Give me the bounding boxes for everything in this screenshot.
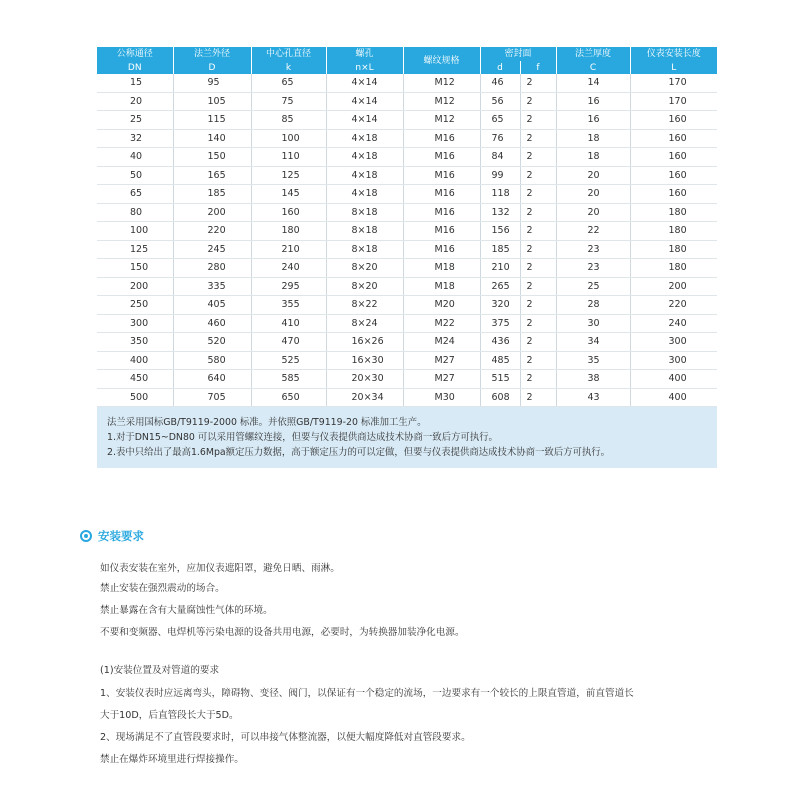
cell-seal-d: 485 xyxy=(480,351,520,370)
requirement-line: 禁止在爆炸环境里进行焊接操作。 xyxy=(100,754,244,765)
header-symbol-l: L xyxy=(630,61,717,74)
cell-install-length: 180 xyxy=(630,259,717,278)
cell-seal-d: 515 xyxy=(480,370,520,389)
cell-dn: 400 xyxy=(97,351,173,370)
cell-dn: 200 xyxy=(97,277,173,296)
cell-install-length: 180 xyxy=(630,222,717,241)
requirement-line: 禁止安装在强烈震动的场合。 xyxy=(100,583,225,594)
cell-thread-spec: M12 xyxy=(403,74,480,92)
cell-flange-thickness: 34 xyxy=(556,333,630,352)
cell-outer-diameter: 95 xyxy=(173,74,251,92)
cell-seal-d: 99 xyxy=(480,166,520,185)
cell-install-length: 400 xyxy=(630,370,717,389)
cell-dn: 250 xyxy=(97,296,173,315)
cell-seal-d: 156 xyxy=(480,222,520,241)
spec-table-container xyxy=(97,47,717,468)
cell-flange-thickness: 43 xyxy=(556,388,630,407)
cell-seal-d: 210 xyxy=(480,259,520,278)
cell-outer-diameter: 150 xyxy=(173,148,251,167)
cell-bolt-holes: 4×14 xyxy=(326,74,403,92)
cell-thread-spec: M16 xyxy=(403,148,480,167)
cell-center-hole: 355 xyxy=(251,296,326,315)
cell-center-hole: 470 xyxy=(251,333,326,352)
cell-flange-thickness: 23 xyxy=(556,259,630,278)
cell-center-hole: 65 xyxy=(251,74,326,92)
cell-flange-thickness: 30 xyxy=(556,314,630,333)
cell-flange-thickness: 20 xyxy=(556,203,630,222)
cell-install-length: 160 xyxy=(630,129,717,148)
header-sealing-face: 密封面 xyxy=(480,47,556,61)
table-row xyxy=(97,370,717,389)
cell-seal-f: 2 xyxy=(520,222,556,241)
table-row xyxy=(97,74,717,92)
cell-thread-spec: M16 xyxy=(403,203,480,222)
header-flange-thickness: 法兰厚度 xyxy=(556,47,630,61)
cell-seal-d: 56 xyxy=(480,92,520,111)
cell-thread-spec: M22 xyxy=(403,314,480,333)
requirement-line: 不要和变频器、电焊机等污染电源的设备共用电源，必要时，为转换器加装净化电源。 xyxy=(100,627,465,638)
cell-dn: 40 xyxy=(97,148,173,167)
section-heading xyxy=(80,527,730,545)
cell-thread-spec: M18 xyxy=(403,277,480,296)
table-row xyxy=(97,240,717,259)
cell-seal-f: 2 xyxy=(520,203,556,222)
cell-flange-thickness: 20 xyxy=(556,166,630,185)
cell-dn: 32 xyxy=(97,129,173,148)
cell-outer-diameter: 245 xyxy=(173,240,251,259)
header-symbol-d: D xyxy=(173,61,251,74)
header-center-hole: 中心孔直径 xyxy=(251,47,326,61)
table-row xyxy=(97,129,717,148)
cell-seal-d: 76 xyxy=(480,129,520,148)
cell-bolt-holes: 8×20 xyxy=(326,277,403,296)
cell-dn: 25 xyxy=(97,111,173,130)
installation-requirements-section xyxy=(80,527,730,765)
cell-outer-diameter: 705 xyxy=(173,388,251,407)
cell-seal-d: 375 xyxy=(480,314,520,333)
cell-thread-spec: M12 xyxy=(403,92,480,111)
table-row xyxy=(97,185,717,204)
cell-dn: 20 xyxy=(97,92,173,111)
cell-thread-spec: M16 xyxy=(403,240,480,259)
header-symbol-c: C xyxy=(556,61,630,74)
cell-flange-thickness: 18 xyxy=(556,129,630,148)
cell-flange-thickness: 20 xyxy=(556,185,630,204)
cell-flange-thickness: 23 xyxy=(556,240,630,259)
cell-center-hole: 75 xyxy=(251,92,326,111)
cell-seal-f: 2 xyxy=(520,148,556,167)
header-symbol-seal-f: f xyxy=(520,61,556,74)
cell-outer-diameter: 280 xyxy=(173,259,251,278)
cell-center-hole: 125 xyxy=(251,166,326,185)
header-symbol-seal-d: d xyxy=(480,61,520,74)
cell-center-hole: 240 xyxy=(251,259,326,278)
cell-install-length: 160 xyxy=(630,166,717,185)
cell-center-hole: 100 xyxy=(251,129,326,148)
cell-thread-spec: M16 xyxy=(403,166,480,185)
cell-seal-d: 320 xyxy=(480,296,520,315)
cell-seal-f: 2 xyxy=(520,92,556,111)
table-row xyxy=(97,92,717,111)
cell-bolt-holes: 4×18 xyxy=(326,148,403,167)
cell-bolt-holes: 8×24 xyxy=(326,314,403,333)
cell-center-hole: 410 xyxy=(251,314,326,333)
cell-thread-spec: M16 xyxy=(403,222,480,241)
cell-bolt-holes: 4×14 xyxy=(326,111,403,130)
spec-table-body xyxy=(97,74,717,407)
cell-seal-f: 2 xyxy=(520,351,556,370)
requirement-line: 如仪表安装在室外，应加仪表遮阳罩，避免日晒、雨淋。 xyxy=(100,563,340,574)
cell-center-hole: 525 xyxy=(251,351,326,370)
cell-outer-diameter: 220 xyxy=(173,222,251,241)
cell-outer-diameter: 105 xyxy=(173,92,251,111)
cell-seal-f: 2 xyxy=(520,333,556,352)
table-row xyxy=(97,333,717,352)
cell-center-hole: 180 xyxy=(251,222,326,241)
cell-outer-diameter: 165 xyxy=(173,166,251,185)
cell-install-length: 160 xyxy=(630,111,717,130)
cell-flange-thickness: 16 xyxy=(556,92,630,111)
note-line: 2.表中只给出了最高1.6Mpa额定压力数据，高于额定压力的可以定做，但要与仪表提供商达成技术协商一致后方可执行。 xyxy=(107,447,611,458)
cell-install-length: 180 xyxy=(630,240,717,259)
cell-outer-diameter: 405 xyxy=(173,296,251,315)
cell-seal-f: 2 xyxy=(520,296,556,315)
cell-flange-thickness: 22 xyxy=(556,222,630,241)
cell-thread-spec: M24 xyxy=(403,333,480,352)
cell-seal-f: 2 xyxy=(520,74,556,92)
table-row xyxy=(97,203,717,222)
cell-dn: 100 xyxy=(97,222,173,241)
cell-install-length: 170 xyxy=(630,92,717,111)
cell-flange-thickness: 14 xyxy=(556,74,630,92)
table-row xyxy=(97,111,717,130)
cell-bolt-holes: 8×18 xyxy=(326,203,403,222)
cell-dn: 65 xyxy=(97,185,173,204)
table-row xyxy=(97,166,717,185)
cell-dn: 80 xyxy=(97,203,173,222)
cell-seal-d: 436 xyxy=(480,333,520,352)
cell-dn: 125 xyxy=(97,240,173,259)
table-row xyxy=(97,351,717,370)
cell-outer-diameter: 520 xyxy=(173,333,251,352)
cell-dn: 500 xyxy=(97,388,173,407)
cell-seal-d: 265 xyxy=(480,277,520,296)
header-thread-spec: 螺纹规格 xyxy=(403,47,480,74)
cell-seal-f: 2 xyxy=(520,166,556,185)
cell-dn: 15 xyxy=(97,74,173,92)
requirement-line: 1、安装仪表时应远离弯头，障碍物、变径、阀门，以保证有一个稳定的流场，一边要求有一个较长的上限直管道，前直管道长 xyxy=(100,688,634,699)
cell-outer-diameter: 335 xyxy=(173,277,251,296)
cell-install-length: 160 xyxy=(630,148,717,167)
cell-bolt-holes: 8×20 xyxy=(326,259,403,278)
cell-bolt-holes: 4×14 xyxy=(326,92,403,111)
cell-seal-d: 608 xyxy=(480,388,520,407)
cell-seal-d: 84 xyxy=(480,148,520,167)
cell-seal-d: 46 xyxy=(480,74,520,92)
cell-seal-f: 2 xyxy=(520,240,556,259)
cell-bolt-holes: 4×18 xyxy=(326,185,403,204)
cell-bolt-holes: 16×26 xyxy=(326,333,403,352)
subsection-heading: (1)安装位置及对管道的要求 xyxy=(100,665,220,676)
table-row xyxy=(97,259,717,278)
cell-bolt-holes: 4×18 xyxy=(326,166,403,185)
cell-bolt-holes: 20×30 xyxy=(326,370,403,389)
cell-outer-diameter: 200 xyxy=(173,203,251,222)
requirement-line: 大于10D，后直管段长大于5D。 xyxy=(100,710,239,721)
cell-outer-diameter: 580 xyxy=(173,351,251,370)
requirement-line: 禁止暴露在含有大量腐蚀性气体的环境。 xyxy=(100,605,273,616)
cell-seal-f: 2 xyxy=(520,370,556,389)
cell-install-length: 300 xyxy=(630,351,717,370)
cell-bolt-holes: 8×22 xyxy=(326,296,403,315)
cell-center-hole: 210 xyxy=(251,240,326,259)
cell-bolt-holes: 4×18 xyxy=(326,129,403,148)
cell-bolt-holes: 20×34 xyxy=(326,388,403,407)
table-row xyxy=(97,296,717,315)
cell-center-hole: 85 xyxy=(251,111,326,130)
cell-install-length: 200 xyxy=(630,277,717,296)
cell-center-hole: 295 xyxy=(251,277,326,296)
header-symbol-nl: n×L xyxy=(326,61,403,74)
cell-dn: 150 xyxy=(97,259,173,278)
cell-dn: 300 xyxy=(97,314,173,333)
cell-center-hole: 145 xyxy=(251,185,326,204)
cell-bolt-holes: 8×18 xyxy=(326,240,403,259)
table-row xyxy=(97,277,717,296)
header-outer-diameter: 法兰外径 xyxy=(173,47,251,61)
cell-thread-spec: M16 xyxy=(403,185,480,204)
cell-seal-f: 2 xyxy=(520,388,556,407)
cell-outer-diameter: 185 xyxy=(173,185,251,204)
cell-outer-diameter: 140 xyxy=(173,129,251,148)
cell-thread-spec: M12 xyxy=(403,111,480,130)
cell-flange-thickness: 35 xyxy=(556,351,630,370)
cell-flange-thickness: 25 xyxy=(556,277,630,296)
cell-install-length: 300 xyxy=(630,333,717,352)
cell-center-hole: 110 xyxy=(251,148,326,167)
cell-flange-thickness: 18 xyxy=(556,148,630,167)
cell-install-length: 160 xyxy=(630,185,717,204)
table-row xyxy=(97,314,717,333)
cell-outer-diameter: 115 xyxy=(173,111,251,130)
note-line: 1.对于DN15~DN80 可以采用管螺纹连接，但要与仪表提供商达成技术协商一致后方可执行。 xyxy=(107,432,498,443)
cell-seal-f: 2 xyxy=(520,277,556,296)
header-install-length: 仪表安装长度 xyxy=(630,47,717,61)
cell-center-hole: 650 xyxy=(251,388,326,407)
table-notes xyxy=(97,407,717,468)
cell-center-hole: 585 xyxy=(251,370,326,389)
table-row xyxy=(97,388,717,407)
cell-dn: 50 xyxy=(97,166,173,185)
cell-bolt-holes: 16×30 xyxy=(326,351,403,370)
cell-install-length: 240 xyxy=(630,314,717,333)
cell-flange-thickness: 28 xyxy=(556,296,630,315)
cell-outer-diameter: 460 xyxy=(173,314,251,333)
cell-bolt-holes: 8×18 xyxy=(326,222,403,241)
cell-flange-thickness: 38 xyxy=(556,370,630,389)
cell-seal-f: 2 xyxy=(520,129,556,148)
cell-install-length: 220 xyxy=(630,296,717,315)
header-row-names xyxy=(97,47,717,61)
cell-thread-spec: M18 xyxy=(403,259,480,278)
cell-seal-d: 65 xyxy=(480,111,520,130)
header-symbol-k: k xyxy=(251,61,326,74)
cell-seal-f: 2 xyxy=(520,185,556,204)
cell-seal-f: 2 xyxy=(520,259,556,278)
cell-center-hole: 160 xyxy=(251,203,326,222)
cell-install-length: 400 xyxy=(630,388,717,407)
header-bolt-holes: 螺孔 xyxy=(326,47,403,61)
cell-install-length: 170 xyxy=(630,74,717,92)
header-dn: 公称通径 xyxy=(97,47,173,61)
cell-seal-f: 2 xyxy=(520,111,556,130)
cell-thread-spec: M16 xyxy=(403,129,480,148)
cell-seal-f: 2 xyxy=(520,314,556,333)
cell-outer-diameter: 640 xyxy=(173,370,251,389)
cell-thread-spec: M27 xyxy=(403,370,480,389)
section-title-text: 安装要求 xyxy=(98,529,144,543)
flange-spec-table xyxy=(97,47,717,407)
header-symbol-dn: DN xyxy=(97,61,173,74)
requirement-line: 2、现场满足不了直管段要求时，可以串接气体整流器，以便大幅度降低对直管段要求。 xyxy=(100,732,471,743)
cell-seal-d: 132 xyxy=(480,203,520,222)
cell-seal-d: 185 xyxy=(480,240,520,259)
cell-thread-spec: M27 xyxy=(403,351,480,370)
note-line: 法兰采用国标GB/T9119-2000 标准。并依照GB/T9119-20 标准加工生产。 xyxy=(107,417,427,428)
cell-seal-d: 118 xyxy=(480,185,520,204)
table-row xyxy=(97,222,717,241)
cell-flange-thickness: 16 xyxy=(556,111,630,130)
table-row xyxy=(97,148,717,167)
cell-thread-spec: M30 xyxy=(403,388,480,407)
cell-thread-spec: M20 xyxy=(403,296,480,315)
cell-install-length: 180 xyxy=(630,203,717,222)
cell-dn: 450 xyxy=(97,370,173,389)
circle-bullet-icon xyxy=(80,530,92,542)
cell-dn: 350 xyxy=(97,333,173,352)
